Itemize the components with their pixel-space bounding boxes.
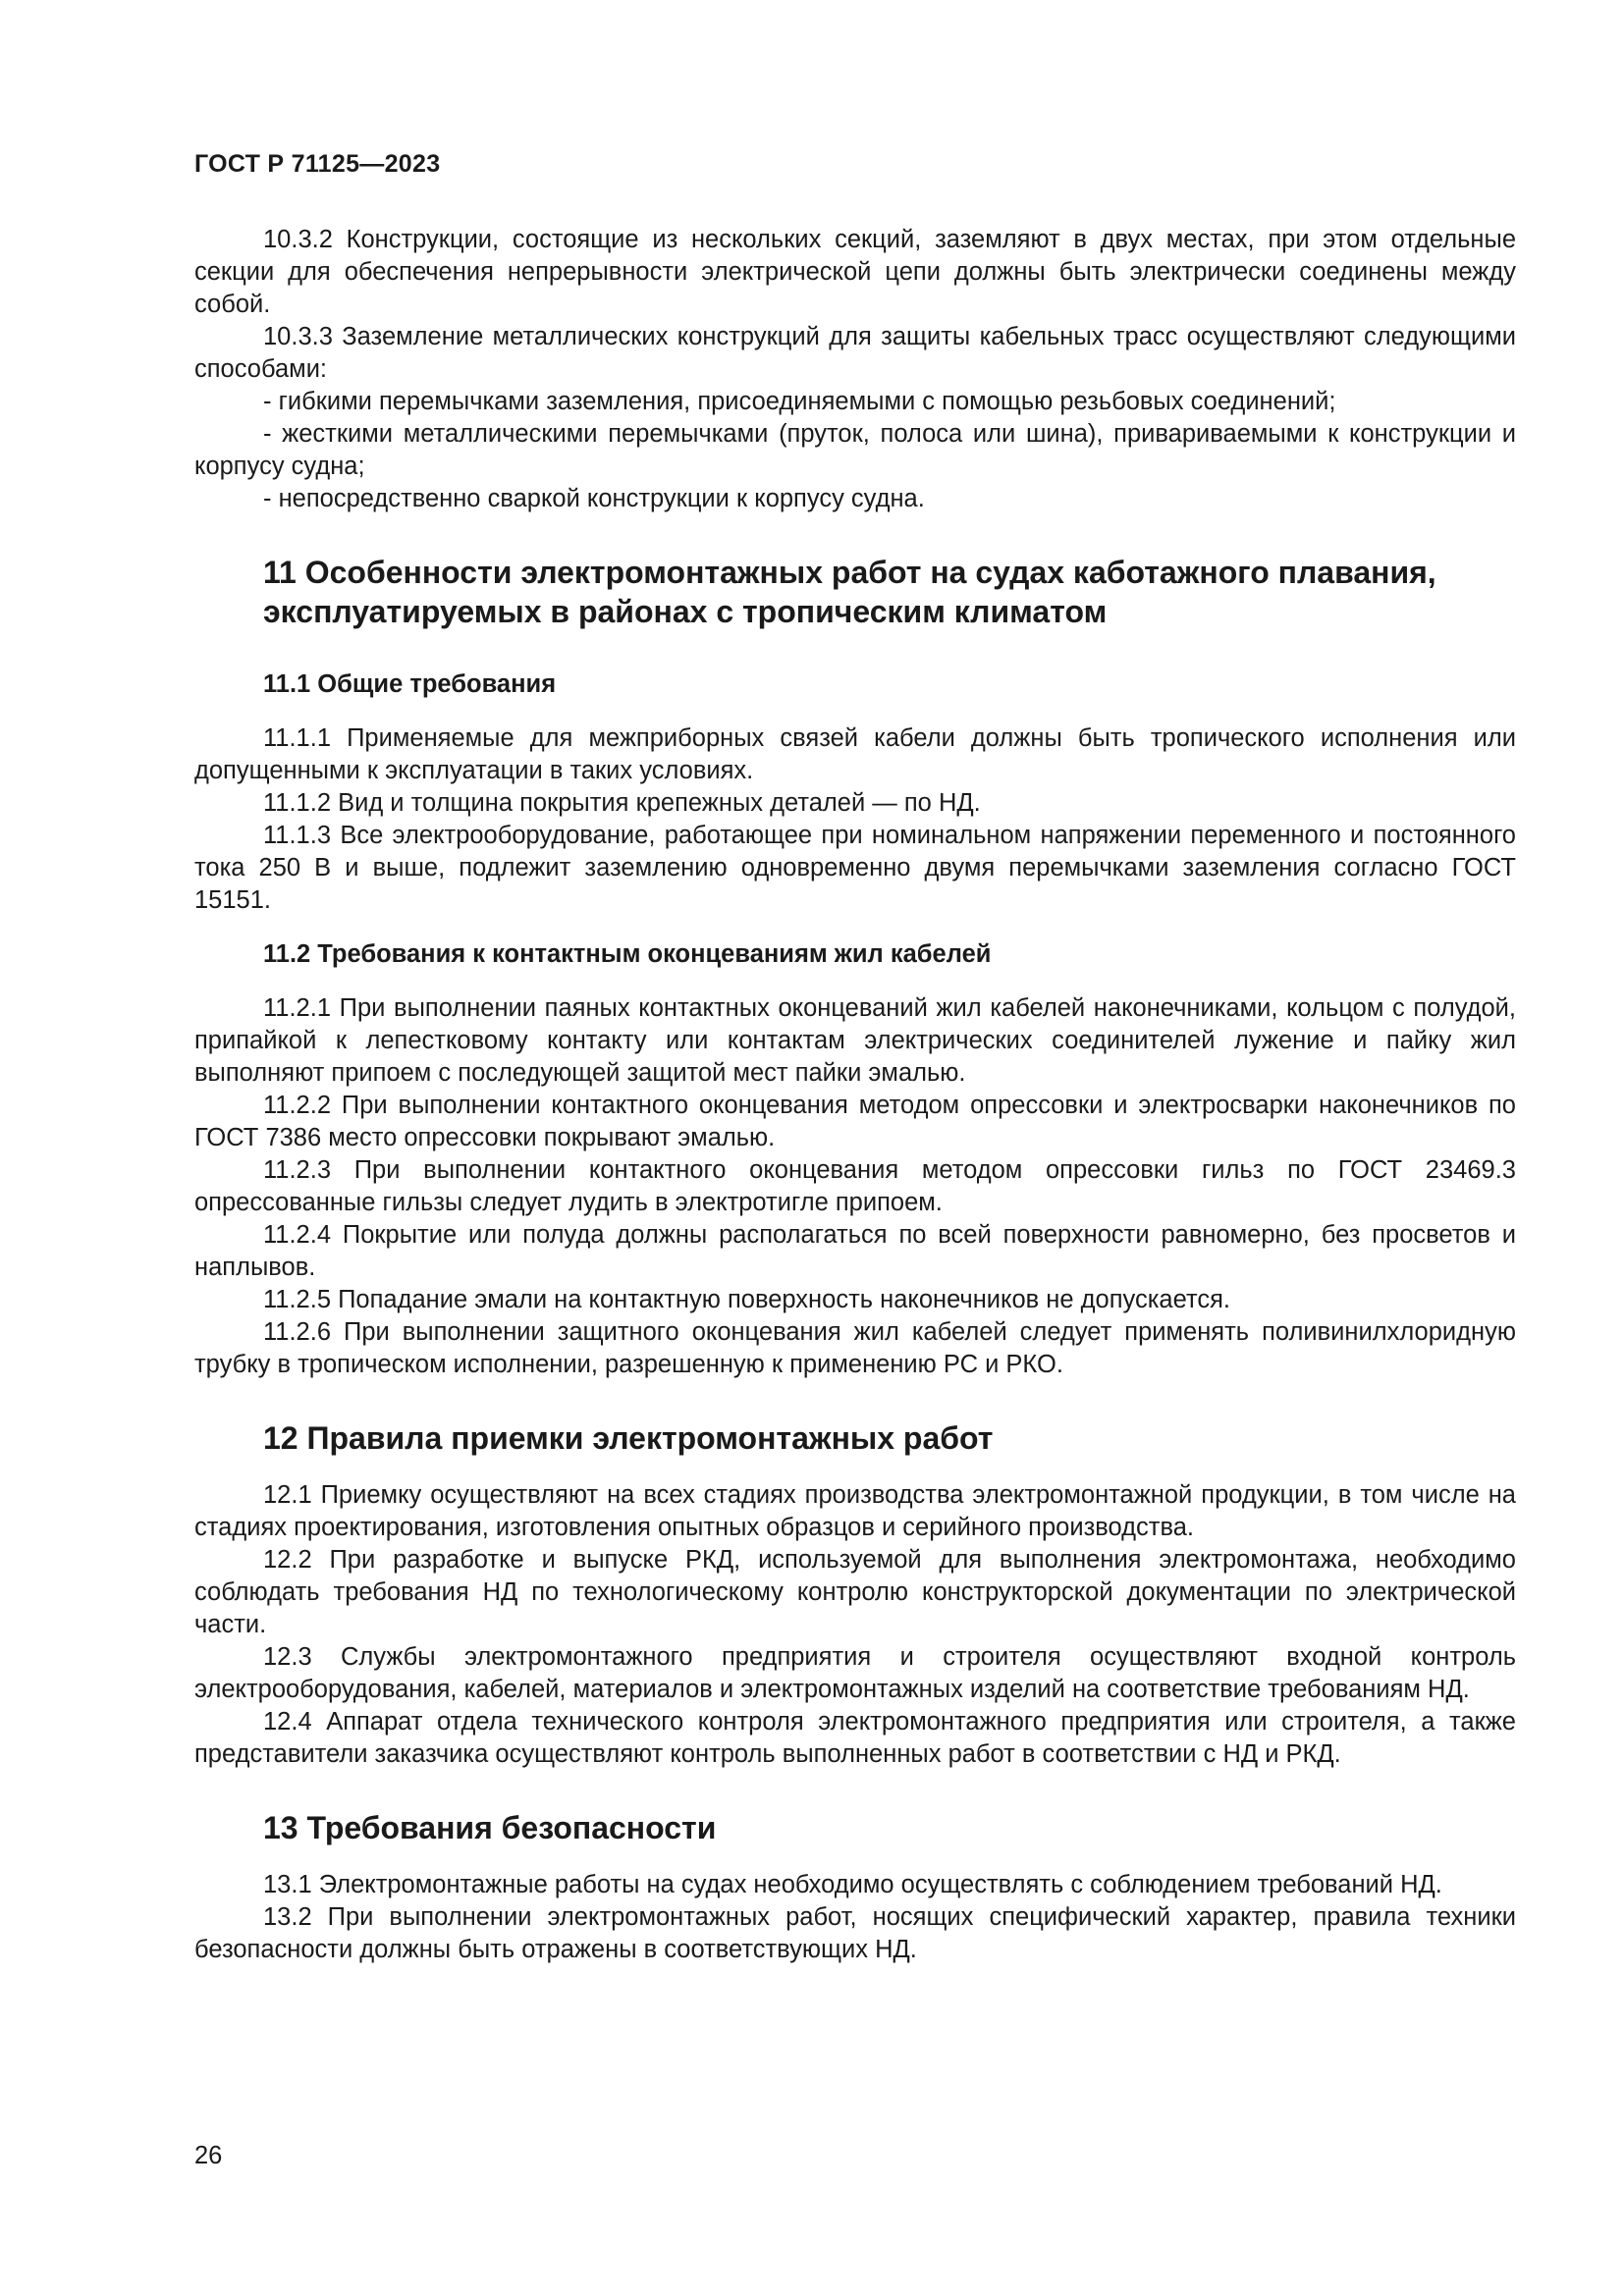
section-heading-12: 12 Правила приемки электромонтажных работ — [263, 1420, 994, 1456]
paragraph: 11.1.1 Применяемые для межприборных связей кабели должны быть тропического исполнения или допущенными к эксплуатации в таких условиях. — [194, 724, 1516, 784]
paragraph: 11.2.1 При выполнении паяных контактных оконцеваний жил кабелей наконечниками, кольцом с полудой, припайкой к лепестковому контакту или контактам электрических соединителей лужение и пайку жил выполняют припоем с последующей защитой мест пайки эмалью. — [194, 994, 1516, 1087]
paragraph: 11.2.6 При выполнении защитного оконцевания жил кабелей следует применять поливинилхлоридную трубку в тропическом исполнении, разрешенную к применению РС и РКО. — [194, 1318, 1516, 1378]
paragraph: 11.2.2 При выполнении контактного оконцевания методом опрессовки и электросварки наконечников по ГОСТ 7386 место опрессовки покрывают эмалью. — [194, 1092, 1516, 1151]
paragraph: 11.2.4 Покрытие или полуда должны располагаться по всей поверхности равномерно, без просветов и наплывов. — [194, 1221, 1516, 1281]
paragraph: 11.1.2 Вид и толщина покрытия крепежных деталей — по НД. — [263, 789, 981, 817]
paragraph: 11.1.3 Все электрооборудование, работающее при номинальном напряжении переменного и постоянного тока 250 В и выше, подлежит заземлению одновременно двумя перемычками заземления согласно ГОСТ 15151. — [194, 822, 1516, 914]
subsection-heading-11-1: 11.1 Общие требования — [263, 670, 557, 698]
paragraph: 10.3.3 Заземление металлических конструкций для защиты кабельных трасс осуществляют следующими способами: — [194, 323, 1516, 383]
document-body — [194, 224, 1516, 1966]
section-heading-13: 13 Требования безопасности — [263, 1810, 717, 1845]
paragraph: 12.2 При разработке и выпуске РКД, используемой для выполнения электромонтажа, необходимо соблюдать требования НД по технологическому контролю конструкторской документации по электрической части. — [194, 1546, 1516, 1638]
paragraph: 12.4 Аппарат отдела технического контроля электромонтажного предприятия или строителя, а также представители заказчика осуществляют контроль выполненных работ в соответствии с НД и РКД. — [194, 1708, 1516, 1768]
document-id-header: ГОСТ Р 71125—2023 — [194, 150, 441, 178]
list-item: - непосредственно сваркой конструкции к корпусу судна. — [263, 485, 925, 512]
list-item: - жесткими металлическими перемычками (пруток, полоса или шина), привариваемыми к конструкции и корпусу судна; — [194, 420, 1516, 480]
section-heading-11: 11 Особенности электромонтажных работ на судах каботажного плавания, эксплуатируемых в районах с тропическим климатом — [263, 555, 1436, 629]
list-item: - гибкими перемычками заземления, присоединяемыми с помощью резьбовых соединений; — [263, 388, 1336, 415]
paragraph: 11.2.3 При выполнении контактного оконцевания методом опрессовки гильз по ГОСТ 23469.3 опрессованные гильзы следует лудить в электротигле припоем. — [194, 1156, 1516, 1216]
subsection-heading-11-2: 11.2 Требования к контактным оконцеваниям жил кабелей — [263, 940, 992, 968]
paragraph: 10.3.2 Конструкции, состоящие из нескольких секций, заземляют в двух местах, при этом отдельные секции для обеспечения непрерывности электрической цепи должны быть электрически соединены между собой. — [194, 226, 1516, 318]
paragraph: 11.2.5 Попадание эмали на контактную поверхность наконечников не допускается. — [263, 1286, 1230, 1313]
page-number: 26 — [194, 2142, 223, 2169]
paragraph: 13.2 При выполнении электромонтажных работ, носящих специфический характер, правила техники безопасности должны быть отражены в соответствующих НД. — [194, 1903, 1516, 1963]
paragraph: 12.1 Приемку осуществляют на всех стадиях производства электромонтажной продукции, в том числе на стадиях проектирования, изготовления опытных образцов и серийного производства. — [194, 1481, 1516, 1541]
paragraph: 13.1 Электромонтажные работы на судах необходимо осуществлять с соблюдением требований НД. — [263, 1871, 1442, 1898]
paragraph: 12.3 Службы электромонтажного предприятия и строителя осуществляют входной контроль электрооборудования, кабелей, материалов и электромонтажных изделий на соответствие требованиям НД. — [194, 1643, 1516, 1703]
